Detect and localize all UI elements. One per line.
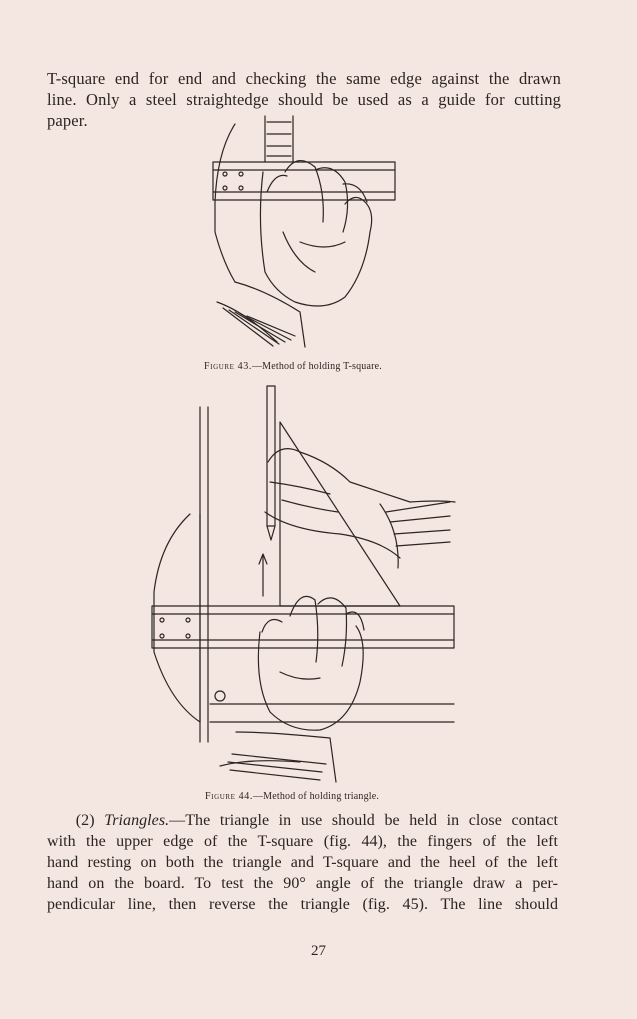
- text-line: hand resting on both the triangle and T-square and the heel of the left: [47, 854, 558, 871]
- section-number: (2): [75, 812, 95, 829]
- figure-43-caption-text: —Method of holding T-square.: [251, 361, 382, 372]
- figure-44-label: Figure 44.: [205, 791, 253, 802]
- section-heading: Triangles.: [104, 812, 170, 829]
- text-line: [47, 810, 558, 831]
- text-line-rest: —The triangle in use should be held in close contact: [169, 812, 558, 829]
- text-line: paper.: [47, 111, 88, 130]
- figure-43-illustration: [205, 112, 405, 352]
- page-number: 27: [311, 943, 326, 959]
- text-line: line. Only a steel straightedge should be used as a guide for cutting: [47, 90, 561, 109]
- text-line: hand on the board. To test the 90° angle of the triangle draw a per-: [47, 875, 558, 892]
- figure-43-caption: [204, 361, 382, 372]
- text-line: pendicular line, then reverse the triangle (fig. 45). The line should: [47, 896, 558, 913]
- text-line: T-square end for end and checking the same edge against the drawn: [47, 69, 561, 88]
- figure-44-caption-text: —Method of holding triangle.: [252, 791, 380, 802]
- bottom-paragraph: [47, 810, 558, 915]
- figure-44-caption: [205, 791, 379, 802]
- figure-44-illustration: [150, 382, 460, 782]
- text-line: with the upper edge of the T-square (fig. 44), the fingers of the left: [47, 833, 558, 850]
- figure-43-label: Figure 43.: [204, 361, 252, 372]
